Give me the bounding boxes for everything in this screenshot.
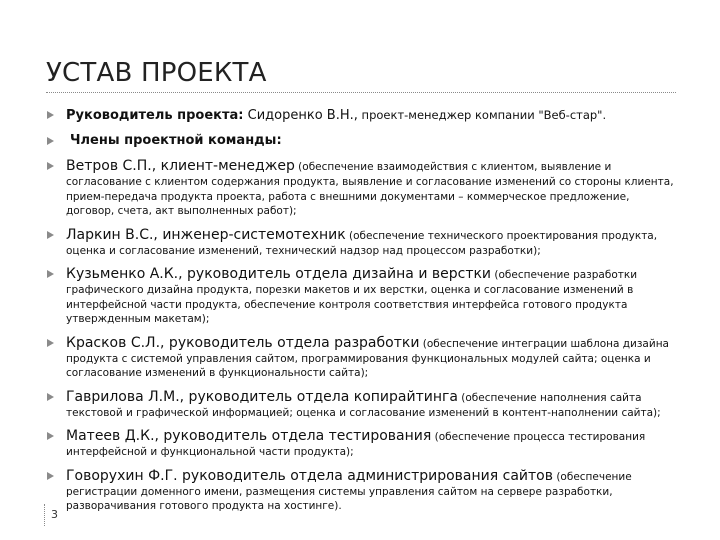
list-item-member [44,265,674,327]
member-name: Гаврилова Л.М., руководитель отдела копирайтинга [66,388,458,405]
list-item-team-heading [44,132,674,150]
list-item-member [44,226,674,259]
content-list [44,106,674,521]
title-divider [46,92,676,93]
list-item-member [44,467,674,514]
manager-description: проект-менеджер компании "Веб-стар". [357,108,607,122]
member-name: Матеев Д.К., руководитель отдела тестирования [66,428,432,444]
footer-divider [44,504,46,526]
bullet-arrow-icon [47,137,54,145]
bullet-arrow-icon [47,432,54,440]
list-item-member [44,388,674,421]
member-details: (обеспечение наполнения сайта текстовой и графической информацией; оценка и согласование изменений в контент-наполнении сайта); [66,391,661,419]
member-name: Ларкин В.С., инженер-системотехник [66,226,346,243]
bullet-arrow-icon [47,231,54,239]
list-item-member [44,157,674,219]
member-name: Говорухин Ф.Г. руководитель отдела администрирования сайтов [66,467,553,484]
list-item-member [44,334,674,381]
member-name: Красков С.Л., руководитель отдела разработки [66,334,420,351]
list-item-manager [44,106,674,125]
manager-label: Руководитель проекта: [66,108,244,123]
manager-name: Сидоренко В.Н., [243,108,358,123]
member-details: (обеспечение технического проектирования продукта, оценка и согласование изменений, технический надзор над процессом разработки); [66,229,658,257]
list-item-member [44,427,674,460]
bullet-arrow-icon [47,270,54,278]
member-details: (обеспечение взаимодействия с клиентом, выявление и согласование с клиентом содержания продукта, выявление и согласование изменений со стороны клиента, прием-передача продукта проекта, работа с внешними документами – коммерческое предложение, договор, счета, акт выполненных работ); [66,161,674,217]
member-name: Кузьменко А.К., руководитель отдела дизайна и верстки [66,266,492,282]
bullet-arrow-icon [47,393,54,401]
member-details: (обеспечение регистрации доменного имени, размещения системы управления сайтом на сервере разработки, разворачивания готового продукта на хостинге). [66,470,632,512]
slide-title: УСТАВ ПРОЕКТА [46,58,267,88]
page-number: 3 [51,508,58,521]
member-details: (обеспечение интеграции шаблона дизайна продукта с системой управления сайтом, программирования функциональных модулей сайта; оценка и согласование изменений в функциональности сайта); [66,337,669,379]
member-details: (обеспечение процесса тестирования интерфейсной и функциональной части продукта); [66,431,646,458]
bullet-arrow-icon [47,162,54,170]
bullet-arrow-icon [47,111,54,119]
member-name: Ветров С.П., клиент-менеджер [66,158,295,174]
bullet-arrow-icon [47,339,54,347]
bullet-arrow-icon [47,472,54,480]
member-details: (обеспечение разработки графического дизайна продукта, порезки макетов и их верстки, оценка и согласование изменений в интерфейсной части продукта, обеспечение контроля соответствия интерфейса готового продукта утвержденным макетам); [66,269,638,325]
team-heading: Члены проектной команды: [70,133,282,148]
